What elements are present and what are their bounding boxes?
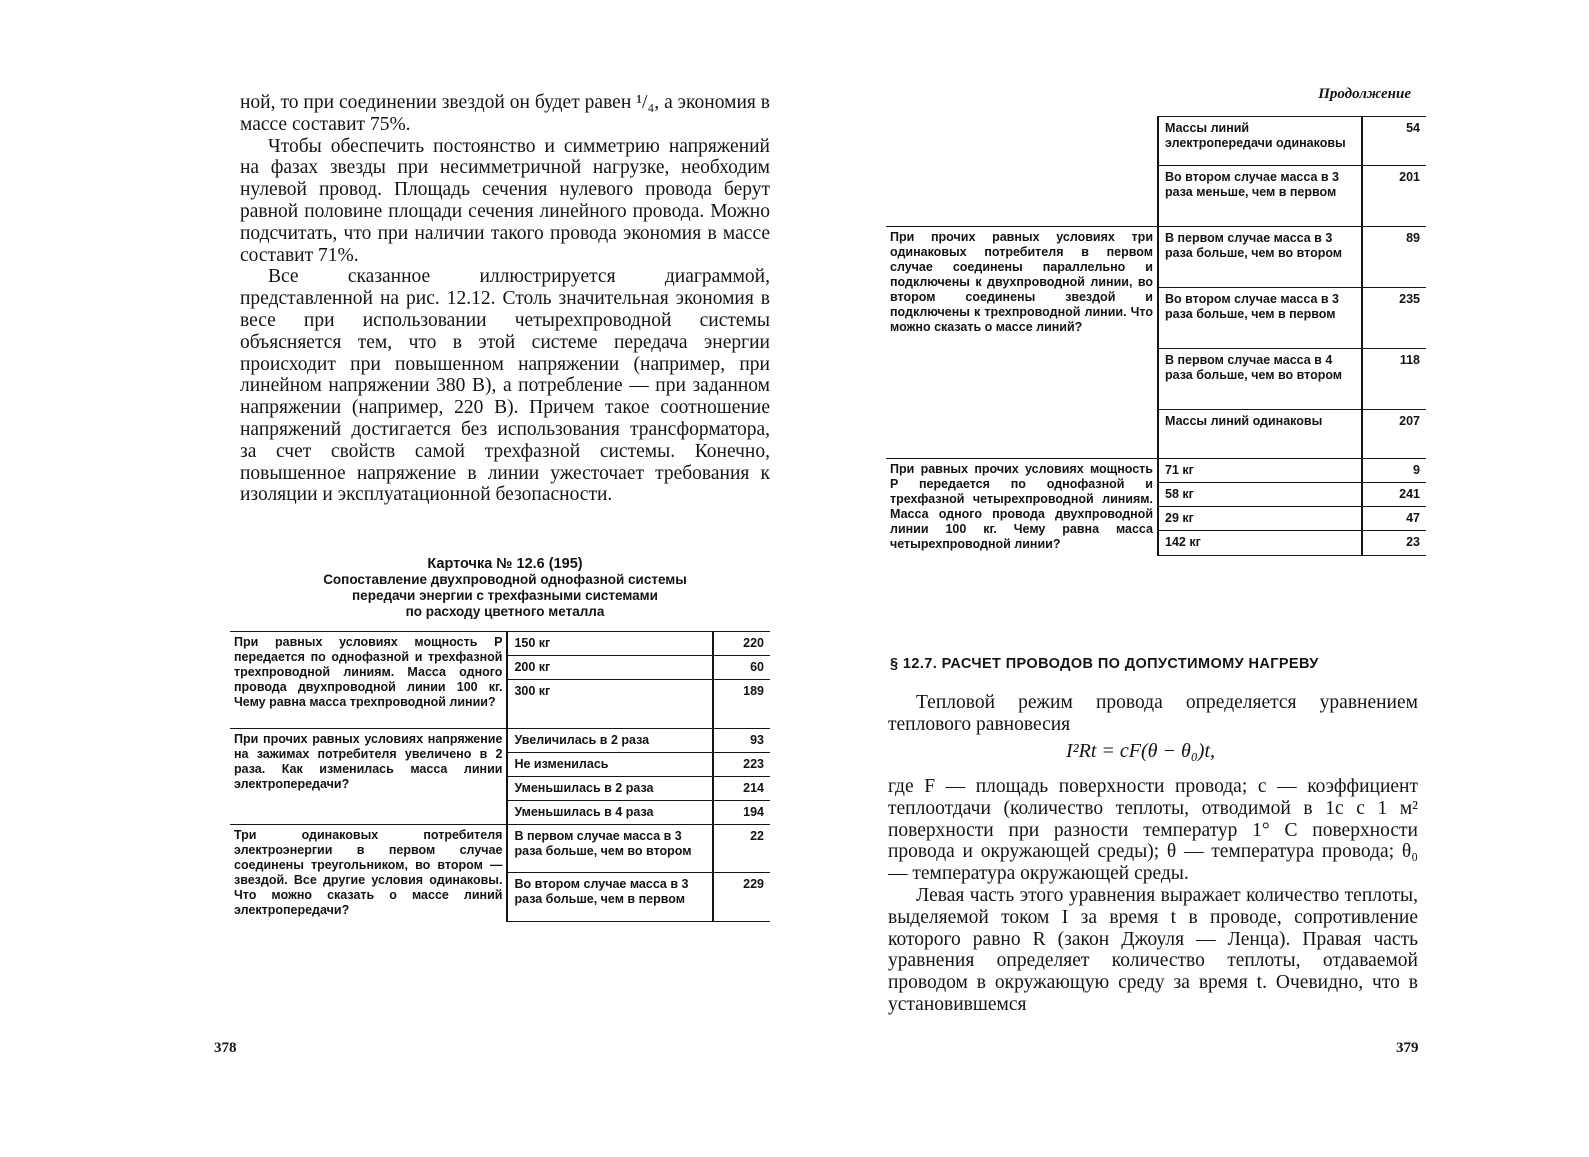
- answer-code: 207: [1362, 410, 1426, 459]
- heat-balance-formula: I²Rt = cF(θ − θ₀)t,: [1066, 740, 1215, 762]
- card-title-line: по расходу цветного металла: [405, 604, 605, 619]
- answer-option[interactable]: 150 кг: [507, 632, 713, 656]
- question: Три одинаковых потребителя электроэнергии в первом случае соединены треугольником, во втором — звездой. Все другие условия одинаковы. Что можно сказать о массе линий электропередачи?: [230, 825, 507, 922]
- answer-option[interactable]: Уменьшилась в 4 раза: [507, 801, 713, 825]
- answer-code: 54: [1362, 117, 1426, 166]
- answer-option[interactable]: В первом случае масса в 4 раза больше, чем во втором: [1158, 349, 1362, 410]
- answer-code: 23: [1362, 531, 1426, 555]
- answer-code: 241: [1362, 483, 1426, 507]
- right-intro-text: [888, 692, 1418, 736]
- answer-option[interactable]: 29 кг: [1158, 507, 1362, 531]
- page-number: 378: [214, 1040, 237, 1056]
- question: При равных прочих условиях мощность P передается по однофазной и трехфазной четырехпроводной линиям. Масса одного провода двухпроводной линии 100 кг. Чему равна масса четырехпроводной линии?: [886, 459, 1158, 556]
- answer-option[interactable]: 58 кг: [1158, 483, 1362, 507]
- left-page: [0, 0, 794, 1157]
- answer-code: 47: [1362, 507, 1426, 531]
- question: [886, 117, 1158, 227]
- answer-option[interactable]: В первом случае масса в 3 раза больше, чем во втором: [1158, 227, 1362, 288]
- answer-code: 229: [713, 873, 770, 921]
- page-number: 379: [1396, 1040, 1419, 1056]
- answer-option[interactable]: 200 кг: [507, 656, 713, 680]
- answer-option[interactable]: 300 кг: [507, 680, 713, 729]
- answer-option[interactable]: Уменьшилась в 2 раза: [507, 777, 713, 801]
- card-number: Карточка № 12.6 (195): [427, 556, 583, 572]
- answer-code: 93: [713, 729, 770, 753]
- right-body-text: [888, 776, 1418, 1016]
- paragraph: где F — площадь поверхности провода; c — коэффициент теплоотдачи (количество теплоты, отводимой в 1с с 1 м² поверхности при разности температур 1° С поверхности провода и окружающей среды); θ — температура провода; θ₀ — температура окружающей среды.: [888, 776, 1418, 885]
- answer-option[interactable]: Массы линий электропередачи одинаковы: [1158, 117, 1362, 166]
- answer-option[interactable]: Увеличилась в 2 раза: [507, 729, 713, 753]
- answer-code: 22: [713, 825, 770, 873]
- card-title-line: Сопоставление двухпроводной однофазной системы: [323, 572, 687, 587]
- paragraph: Чтобы обеспечить постоянство и симметрию напряжений на фазах звезды при несимметричной нагрузке, необходим нулевой провод. Площадь сечения нулевого провода берут равной половине площади сечения линейного провода. Можно подсчитать, что при наличии такого провода экономия в массе составит 71%.: [240, 135, 770, 266]
- answer-option[interactable]: Массы линий одинаковы: [1158, 410, 1362, 459]
- question: При прочих равных условиях напряжение на зажимах потребителя увеличено в 2 раза. Как изменилась масса линии электропередачи?: [230, 729, 507, 825]
- right-page: [794, 0, 1589, 1157]
- answer-option[interactable]: Во втором случае масса в 3 раза меньше, чем в первом: [1158, 166, 1362, 227]
- answer-code: 223: [713, 753, 770, 777]
- answer-option[interactable]: 142 кг: [1158, 531, 1362, 555]
- answer-code: 189: [713, 680, 770, 729]
- answer-code: 89: [1362, 227, 1426, 288]
- paragraph: ной, то при соединении звездой он будет равен ¹/₄, а экономия в массе составит 75%.: [240, 92, 770, 135]
- continuation-label: Продолжение: [1318, 86, 1411, 102]
- answer-option[interactable]: В первом случае масса в 3 раза больше, чем во втором: [507, 825, 713, 873]
- card-header: [240, 556, 770, 620]
- answer-option[interactable]: 71 кг: [1158, 459, 1362, 483]
- paragraph: Тепловой режим провода определяется уравнением теплового равновесия: [888, 692, 1418, 735]
- left-body-text: [240, 92, 770, 506]
- answer-code: 194: [713, 801, 770, 825]
- answer-code: 220: [713, 632, 770, 656]
- answer-code: 9: [1362, 459, 1426, 483]
- paragraph: Левая часть этого уравнения выражает количество теплоты, выделяемой током I за время t в проводе, сопротивление которого равно R (закон Джоуля — Ленца). Правая часть уравнения определяет количество теплоты, отдаваемой проводом в окружающую среду за время t. Очевидно, что в установившемся: [888, 884, 1418, 1015]
- answer-code: 214: [713, 777, 770, 801]
- card-table: [230, 631, 770, 922]
- answer-code: 60: [713, 656, 770, 680]
- card-title-line: передачи энергии с трехфазными системами: [352, 588, 658, 603]
- answer-code: 118: [1362, 349, 1426, 410]
- paragraph: Все сказанное иллюстрируется диаграммой, представленной на рис. 12.12. Столь значительная экономия в весе при использовании четырехпроводной системы объясняется тем, что в этой системе передача энергии происходит при повышенном напряжении (например, при линейном напряжении 380 В), а потребление — при заданном напряжении (например, 220 В). Причем такое соотношение напряжений достигается без использования трансформатора, за счет свойств самой трехфазной системы. Конечно, повышенное напряжение в линии ужесточает требования к изоляции и эксплуатационной безопасности.: [240, 266, 770, 506]
- answer-option[interactable]: Во втором случае масса в 3 раза больше, чем в первом: [507, 873, 713, 921]
- answer-option[interactable]: Не изменилась: [507, 753, 713, 777]
- section-heading: § 12.7. РАСЧЕТ ПРОВОДОВ ПО ДОПУСТИМОМУ НАГРЕВУ: [890, 656, 1319, 672]
- question: При равных условиях мощность P передается по однофазной и трехфазной трехпроводной линиям. Масса одного провода двухпроводной линии 100 кг. Чему равна масса трехпроводной линии?: [230, 632, 507, 729]
- card-table-continued: [886, 116, 1426, 556]
- answer-option[interactable]: Во втором случае масса в 3 раза больше, чем в первом: [1158, 288, 1362, 349]
- answer-code: 235: [1362, 288, 1426, 349]
- question: При прочих равных условиях три одинаковых потребителя в первом случае соединены параллельно и подключены к двухпроводной линии, во втором соединены звездой и подключены к трехпроводной линии. Что можно сказать о массе линий?: [886, 227, 1158, 459]
- answer-code: 201: [1362, 166, 1426, 227]
